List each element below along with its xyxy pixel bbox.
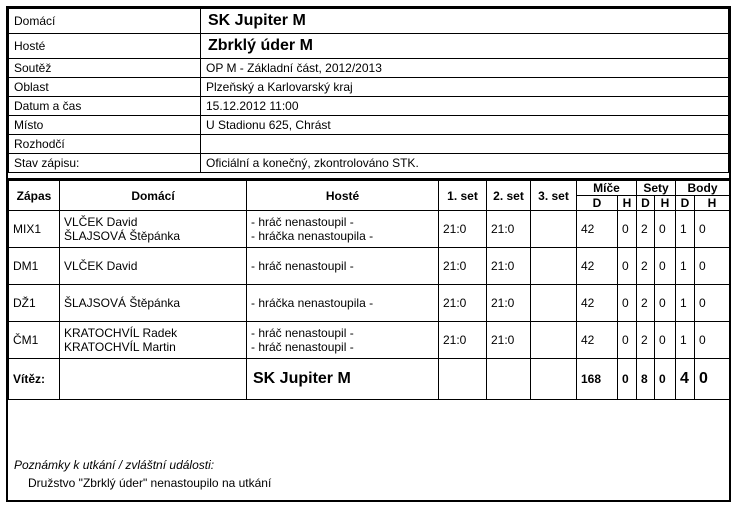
match-away (247, 285, 439, 322)
match-row (9, 211, 730, 248)
info-value: OP M - Základní část, 2012/2013 (201, 59, 729, 78)
match-s2: 21:0 (487, 285, 531, 322)
notes-section (8, 454, 729, 490)
match-home (60, 211, 247, 248)
match-bh: 0 (695, 322, 730, 359)
away-player: - hráčka nenastoupila - (251, 296, 374, 310)
match-sh: 0 (655, 285, 676, 322)
info-value: Oficiální a konečný, zkontrolováno STK. (201, 154, 729, 173)
winner-row (9, 359, 730, 400)
col-zapas: Zápas (9, 181, 60, 211)
info-value: 15.12.2012 11:00 (201, 97, 729, 116)
home-player: ŠLAJSOVÁ Štěpánka (64, 296, 181, 310)
away-player: - hráč nenastoupil - (251, 259, 354, 273)
match-bh: 0 (695, 285, 730, 322)
info-row (9, 97, 729, 116)
winner-body-h: 0 (695, 359, 730, 400)
match-s2: 21:0 (487, 322, 531, 359)
match-home (60, 285, 247, 322)
match-home (60, 322, 247, 359)
info-value: SK Jupiter M (201, 9, 729, 34)
away-player: - hráč nenastoupil - (251, 340, 354, 354)
winner-label: Vítěz: (9, 359, 60, 400)
info-row (9, 78, 729, 97)
info-value: Plzeňský a Karlovarský kraj (201, 78, 729, 97)
winner-set3 (531, 359, 577, 400)
match-bd: 1 (676, 322, 695, 359)
section-gap (8, 173, 729, 180)
info-label: Rozhodčí (9, 135, 201, 154)
match-sh: 0 (655, 248, 676, 285)
col-mice-d: D (577, 196, 618, 211)
info-row (9, 135, 729, 154)
match-s1: 21:0 (439, 248, 487, 285)
notes-title: Poznámky k utkání / zvláštní události: (14, 458, 215, 472)
match-code: DŽ1 (9, 285, 60, 322)
col-sety: Sety (637, 181, 676, 196)
home-player: ŠLAJSOVÁ Štěpánka (64, 229, 181, 243)
winner-mice-h: 0 (618, 359, 637, 400)
info-label: Datum a čas (9, 97, 201, 116)
col-set3: 3. set (531, 181, 577, 211)
match-md: 42 (577, 322, 618, 359)
col-sety-d: D (637, 196, 655, 211)
match-bd: 1 (676, 285, 695, 322)
info-row (9, 154, 729, 173)
winner-team: SK Jupiter M (247, 359, 439, 400)
match-sh: 0 (655, 211, 676, 248)
winner-set2 (487, 359, 531, 400)
match-bh: 0 (695, 211, 730, 248)
col-sety-h: H (655, 196, 676, 211)
away-player: - hráč nenastoupil - (251, 215, 354, 229)
match-md: 42 (577, 285, 618, 322)
match-home (60, 248, 247, 285)
away-player: - hráč nenastoupil - (251, 326, 354, 340)
col-body-h: H (695, 196, 730, 211)
match-s3 (531, 322, 577, 359)
match-mh: 0 (618, 211, 637, 248)
col-hoste: Hosté (247, 181, 439, 211)
match-mh: 0 (618, 285, 637, 322)
match-s2: 21:0 (487, 248, 531, 285)
winner-set1 (439, 359, 487, 400)
match-bh: 0 (695, 248, 730, 285)
match-mh: 0 (618, 248, 637, 285)
winner-spacer (60, 359, 247, 400)
match-s1: 21:0 (439, 322, 487, 359)
col-body: Body (676, 181, 730, 196)
winner-mice-d: 168 (577, 359, 618, 400)
match-bd: 1 (676, 211, 695, 248)
match-code: DM1 (9, 248, 60, 285)
home-player: KRATOCHVÍL Martin (64, 340, 176, 354)
match-row (9, 322, 730, 359)
match-s2: 21:0 (487, 211, 531, 248)
col-set2: 2. set (487, 181, 531, 211)
match-report (6, 6, 731, 502)
match-info-table (8, 8, 729, 173)
match-row (9, 285, 730, 322)
info-label: Stav zápisu: (9, 154, 201, 173)
home-player: VLČEK David (64, 259, 138, 273)
home-player: VLČEK David (64, 215, 138, 229)
col-body-d: D (676, 196, 695, 211)
info-row (9, 34, 729, 59)
info-label: Hosté (9, 34, 201, 59)
info-label: Místo (9, 116, 201, 135)
info-value: Zbrklý úder M (201, 34, 729, 59)
info-row (9, 9, 729, 34)
match-bd: 1 (676, 248, 695, 285)
away-player: - hráčka nenastoupila - (251, 229, 374, 243)
match-mh: 0 (618, 322, 637, 359)
match-away (247, 211, 439, 248)
info-value (201, 135, 729, 154)
match-md: 42 (577, 248, 618, 285)
info-row (9, 59, 729, 78)
info-row (9, 116, 729, 135)
col-mice: Míče (577, 181, 637, 196)
match-results-table (8, 180, 730, 400)
info-label: Soutěž (9, 59, 201, 78)
match-s3 (531, 248, 577, 285)
col-set1: 1. set (439, 181, 487, 211)
winner-sety-d: 8 (637, 359, 655, 400)
match-code: ČM1 (9, 322, 60, 359)
match-sd: 2 (637, 248, 655, 285)
match-code: MIX1 (9, 211, 60, 248)
home-player: KRATOCHVÍL Radek (64, 326, 178, 340)
info-label: Oblast (9, 78, 201, 97)
winner-sety-h: 0 (655, 359, 676, 400)
match-md: 42 (577, 211, 618, 248)
info-value: U Stadionu 625, Chrást (201, 116, 729, 135)
winner-body-d: 4 (676, 359, 695, 400)
match-sd: 2 (637, 322, 655, 359)
col-domaci: Domácí (60, 181, 247, 211)
match-s1: 21:0 (439, 211, 487, 248)
col-mice-h: H (618, 196, 637, 211)
match-s3 (531, 285, 577, 322)
match-s3 (531, 211, 577, 248)
notes-text: Družstvo "Zbrklý úder" nenastoupilo na utkání (28, 476, 272, 490)
match-sd: 2 (637, 285, 655, 322)
info-label: Domácí (9, 9, 201, 34)
match-s1: 21:0 (439, 285, 487, 322)
match-row (9, 248, 730, 285)
match-away (247, 248, 439, 285)
match-away (247, 322, 439, 359)
match-sh: 0 (655, 322, 676, 359)
match-sd: 2 (637, 211, 655, 248)
